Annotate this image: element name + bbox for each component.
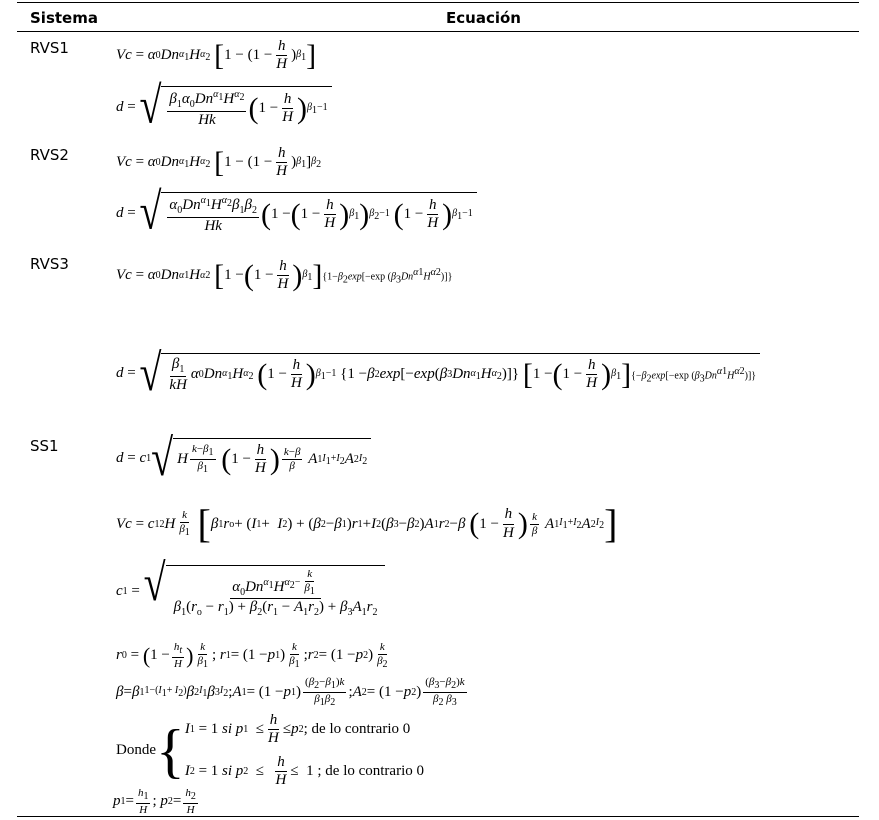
system-label-ss1: SS1: [30, 437, 59, 455]
donde-label: Donde: [116, 742, 156, 758]
system-label-rvs2: RVS2: [30, 146, 69, 164]
equation-rvs3-vc: Vc = α 0 Dn α1 H α2 [ 1 − ( 1 − $\frac{h}{H}$ ) $\beta_1$ ] {$1-\beta_2\exp[-\exp$ $(\beta_3Dn^{\alpha 1}H^{\alpha 2})$]}: [116, 258, 453, 293]
bottom-rule: [17, 816, 859, 817]
condition-i2: I 2 = 1 si p 2 ≤ $\frac{h}{H}$ ≤ 1 ; de lo contrario 0: [184, 753, 424, 788]
equation-ss1-r: r 0 = ( 1 − $\frac{h_t}{H}$ ) $\frac{k}{\beta_1}$ ; r 1 = (1 − p 1 ) $\frac{k}{\beta_1}$ ; r 2 = (1 − p 2 ) $\frac{k}{\beta_2}$: [116, 641, 388, 670]
equation-rvs1-vc: Vc = α 0 Dn $\alpha_1$ H $\alpha_2$ [ 1 − (1 − $\frac{h}{H}$ ) $\beta_1$ ]: [116, 38, 317, 73]
header-ecuacion: Ecuación: [446, 9, 521, 27]
equation-rvs2-d: d = √ $\frac{\alpha_0Dn^{\alpha_1}H^{\alpha_2}\beta_1\beta_2}{Hk}$ ( 1 − ( 1 − $\frac{h}{H}$ ) $\beta_1$ ) $\beta_2-1$ ( 1 − $\frac{h}{H}$ ) $\beta_1-1$: [116, 192, 477, 235]
equation-ss1-d: d = c 1 √ H $\frac{k-\beta_1}{\beta_1}$ ( 1 − $\frac{h}{H}$ ) $\frac{k-\beta}{\beta}$ A 1 $I_1+I_2$ A 2 $I_2$: [116, 438, 371, 478]
equation-ss1-beta: β = β 1 $1-(I_1+ I_2)$ β 2 $I_1$ β 3 $I_2$ ; A 1 = (1 − p 1 ) $\frac{(\beta_2-\beta_1)k}{\beta_1\beta_2}$ ; A 2 = (1 − p 2 ) $\frac{(\beta_3-\beta_2)k}{\beta_2 \beta_3}$: [116, 676, 465, 708]
equation-ss1-donde: Donde { I 1 = 1 si p 1 ≤ $\frac{h}{H}$ ≤ p 2 ; de lo contrario 0 I 2 = 1 si p 2 ≤ $\frac{h}{H}$ ≤ 1 ; de lo contrario 0: [116, 712, 424, 788]
top-rule: [17, 2, 859, 3]
equation-ss1-p: p 1 = $\frac{h_1}{H}$ ; p 2 = $\frac{h_2}{H}$: [113, 787, 196, 816]
header-sistema: Sistema: [30, 9, 98, 27]
equation-ss1-c1: c 1 = √ $\alpha_0Dn^{\alpha_1}H^{\alpha_2- \frac{k}{\beta_1}}$ $\beta_1(r_o - r_1) + \beta_2(r_1 - A_1r_2) + \beta_3A_1r_2$: [116, 565, 385, 619]
system-label-rvs3: RVS3: [30, 255, 69, 273]
equation-rvs2-vc: Vc = α 0 Dn $\alpha_1$ H $\alpha_2$ [ 1 − (1 − $\frac{h}{H}$ ) $\beta_1$ ] $\beta_2$: [116, 145, 322, 180]
header-rule: [17, 31, 859, 32]
system-label-rvs1: RVS1: [30, 39, 69, 57]
equation-rvs1-d: d = √ $\frac{\beta_1\alpha_0Dn^{\alpha_1}H^{\alpha_2}}{Hk}$ ( 1 − $\frac{h}{H}$ ) $\beta_1-1$: [116, 86, 332, 129]
condition-i1: I 1 = 1 si p 1 ≤ $\frac{h}{H}$ ≤ p 2 ; de lo contrario 0: [184, 712, 411, 747]
equation-ss1-vc: Vc = c 1 2 H $\frac{k}{\beta_1}$ [ β 1 r o + ( I 1 + I 2 ) + ( β 2 − β 1 ) r 1 + I 2 ( β 3 − β 2 ) A 1 r 2 − β ( 1 − $\frac{h}{H}$ ) $\frac{k}{\beta}$ A 1 $I_1+I_2$ A 2 $I_2$ ]: [116, 501, 618, 546]
equation-rvs3-d: d = √ $\frac{\beta_1}{kH}$ α 0 Dn $\alpha_1$ H $\alpha_2$ ( 1 − $\frac{h}{H}$ ) $\beta_1-1$ {1 − β 2 exp [− exp ( β 3 Dn $\alpha_1$ H $\alpha_2$ )]} [ 1 − ( 1 − $\frac{h}{H}$ ) $\beta_1$ ] {$-\beta_2\exp[-\exp$ $(\beta_3Dn^{\alpha 1}H^{\alpha 2})$]}: [116, 353, 760, 394]
